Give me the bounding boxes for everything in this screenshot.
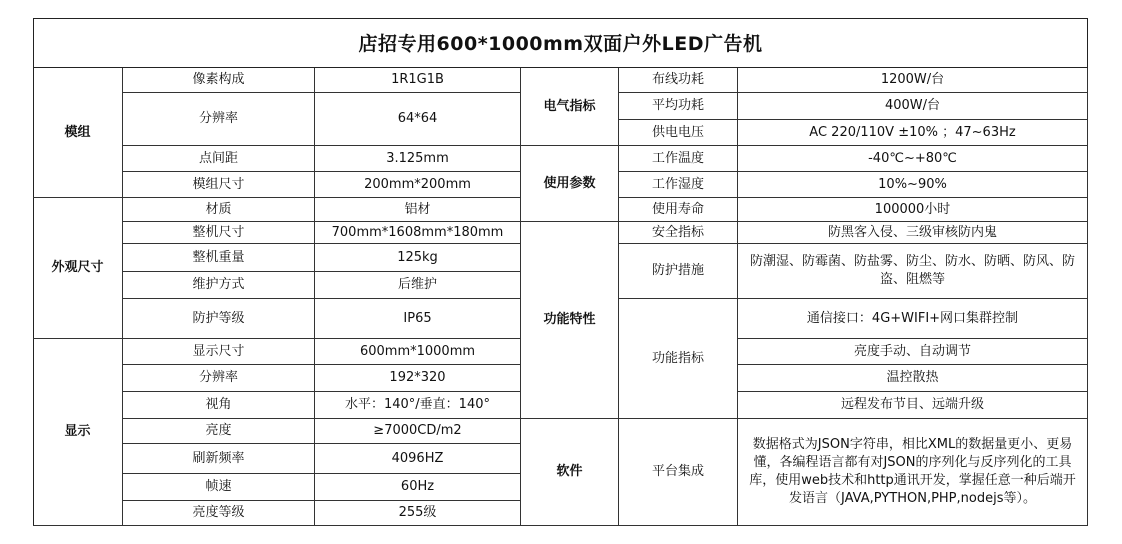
left-value-0: 1R1G1B [315, 68, 521, 93]
group-usage: 使用参数 [521, 146, 619, 222]
left-label-1: 分辨率 [123, 93, 315, 146]
group-electrical: 电气指标 [521, 68, 619, 146]
left-value-13: 4096HZ [315, 444, 521, 474]
right-value-6: 防黑客入侵、三级审核防内鬼 [738, 222, 1088, 244]
right-label-2: 供电电压 [619, 120, 738, 146]
function-item-1: 亮度手动、自动调节 [738, 339, 1088, 365]
left-value-11: 水平：140°/垂直：140° [315, 392, 521, 419]
right-value-4: 10%~90% [738, 172, 1088, 198]
page-title: 店招专用600*1000mm双面户外LED广告机 [33, 18, 1088, 68]
left-value-15: 255级 [315, 501, 521, 526]
left-label-5: 整机尺寸 [123, 222, 315, 244]
left-value-14: 60Hz [315, 474, 521, 501]
left-label-11: 视角 [123, 392, 315, 419]
function-item-3: 远程发布节目、远端升级 [738, 392, 1088, 419]
right-label-0: 布线功耗 [619, 68, 738, 93]
left-value-9: 600mm*1000mm [315, 339, 521, 365]
left-value-1: 64*64 [315, 93, 521, 146]
left-label-2: 点间距 [123, 146, 315, 172]
left-value-12: ≥7000CD/m2 [315, 419, 521, 444]
group-display: 显示 [33, 339, 123, 526]
left-value-8: IP65 [315, 299, 521, 339]
group-module: 模组 [33, 68, 123, 198]
left-label-13: 刷新频率 [123, 444, 315, 474]
right-label-5: 使用寿命 [619, 198, 738, 222]
group-software: 软件 [521, 419, 619, 526]
right-label-1: 平均功耗 [619, 93, 738, 120]
left-label-7: 维护方式 [123, 272, 315, 299]
function-item-2: 温控散热 [738, 365, 1088, 392]
right-label-6: 安全指标 [619, 222, 738, 244]
right-value-7: 防潮湿、防霉菌、防盐雾、防尘、防水、防晒、防风、防盗、阻燃等 [738, 244, 1088, 299]
left-value-7: 后维护 [315, 272, 521, 299]
right-label-7: 防护措施 [619, 244, 738, 299]
left-label-10: 分辨率 [123, 365, 315, 392]
left-value-3: 200mm*200mm [315, 172, 521, 198]
group-appearance: 外观尺寸 [33, 198, 123, 339]
left-label-4: 材质 [123, 198, 315, 222]
left-value-5: 700mm*1608mm*180mm [315, 222, 521, 244]
right-value-3: -40℃~+80℃ [738, 146, 1088, 172]
left-label-3: 模组尺寸 [123, 172, 315, 198]
right-value-2: AC 220/110V ±10% ；47~63Hz [738, 120, 1088, 146]
function-item-0: 通信接口：4G+WIFI+网口集群控制 [738, 299, 1088, 339]
left-value-10: 192*320 [315, 365, 521, 392]
right-value-1: 400W/台 [738, 93, 1088, 120]
right-value-9: 数据格式为JSON字符串，相比XML的数据量更小、更易懂，各编程语言都有对JSON的序列化与反序列化的工具库，使用web技术和http通讯开发，掌握任意一种后端开发语言（JAVA,PYTHON,PHP,nodejs等）。 [738, 419, 1088, 526]
left-value-4: 铝材 [315, 198, 521, 222]
right-value-5: 100000小时 [738, 198, 1088, 222]
right-label-9: 平台集成 [619, 419, 738, 526]
left-label-9: 显示尺寸 [123, 339, 315, 365]
left-label-0: 像素构成 [123, 68, 315, 93]
left-label-15: 亮度等级 [123, 501, 315, 526]
left-label-6: 整机重量 [123, 244, 315, 272]
left-value-2: 3.125mm [315, 146, 521, 172]
left-label-8: 防护等级 [123, 299, 315, 339]
right-label-8: 功能指标 [619, 299, 738, 419]
group-features: 功能特性 [521, 222, 619, 419]
left-label-14: 帧速 [123, 474, 315, 501]
right-label-3: 工作温度 [619, 146, 738, 172]
right-label-4: 工作湿度 [619, 172, 738, 198]
left-value-6: 125kg [315, 244, 521, 272]
right-value-0: 1200W/台 [738, 68, 1088, 93]
left-label-12: 亮度 [123, 419, 315, 444]
